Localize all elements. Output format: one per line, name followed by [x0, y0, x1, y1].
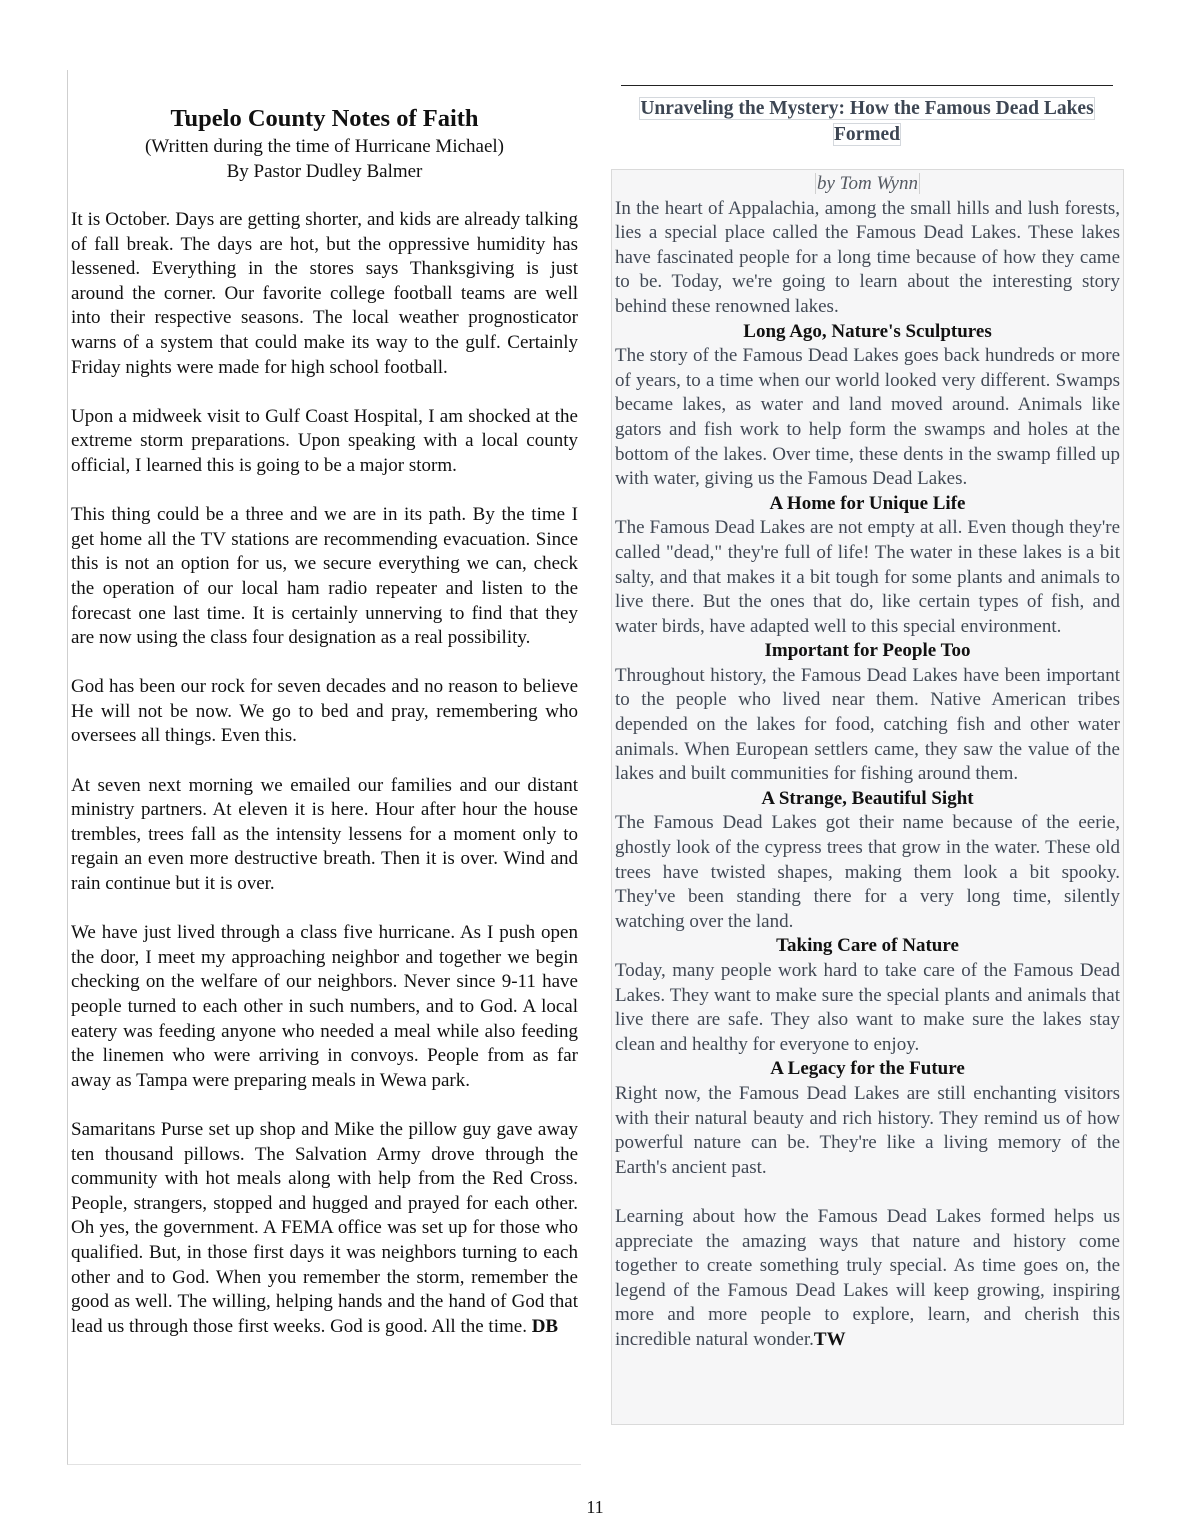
- left-article-subtitle: (Written during the time of Hurricane Michael): [144, 136, 505, 157]
- right-top-rule: [621, 85, 1113, 86]
- left-paragraph-2: Upon a midweek visit to Gulf Coast Hospital, I am shocked at the extreme storm preparations. Upon speaking with a local county official, I learned this is going to be a major storm.: [71, 405, 578, 476]
- right-signature: TW: [813, 1328, 846, 1350]
- left-article-title: Tupelo County Notes of Faith: [170, 105, 479, 132]
- right-section-5: Today, many people work hard to take care of the Famous Dead Lakes. They want to make sure the special plants and animals that live there are safe. They also want to make sure the lakes stay clean and healthy for everyone to enjoy.: [615, 960, 1120, 1055]
- left-paragraph-6: We have just lived through a class five hurricane. As I push open the door, I meet my approaching neighbor and together we begin checking on the welfare of our neighbors. Never since 9-11 have people turned to each other in such numbers, and to God. A local eatery was feeding anyone who needed a meal while also feeding the linemen who were arriving in convoys. People from as far away as Tampa were preparing meals in Wewa park.: [71, 922, 578, 1091]
- right-heading-5: Taking Care of Nature: [776, 935, 959, 957]
- left-article-header: [71, 104, 578, 184]
- left-article-author: By Pastor Dudley Balmer: [226, 161, 423, 182]
- right-section-2: The Famous Dead Lakes are not empty at all. Even though they're called "dead," they're full of life! The water in these lakes is a bit salty, and that makes it a bit tough for some plants and animals to live there. But the ones that do, like certain types of fish, and water birds, have adapted well to this special environment.: [615, 517, 1120, 637]
- right-byline: [615, 172, 1120, 197]
- right-section-6: Right now, the Famous Dead Lakes are still enchanting visitors with their natural beauty and rich history. They remind us of how powerful nature can be. They're like a living memory of the Earth's ancient past.: [615, 1082, 1120, 1178]
- right-heading-3: Important for People Too: [764, 640, 971, 662]
- right-heading-1: Long Ago, Nature's Sculptures: [743, 320, 992, 342]
- left-paragraph-7: [71, 1118, 578, 1339]
- right-article-title-text: Unraveling the Mystery: How the Famous Dead Lakes Formed: [640, 98, 1094, 145]
- right-heading-2: A Home for Unique Life: [769, 492, 966, 514]
- left-paragraph-5: At seven next morning we emailed our families and our distant ministry partners. At eleven it is here. Hour after hour the house trembles, trees fall as the intensity lessens for a moment only to regain an even more destructive breath. Then it is over. Wind and rain continue but it is over.: [71, 774, 578, 895]
- left-paragraph-3: This thing could be a three and we are in its path. By the time I get home all the TV stations are recommending evacuation. Since this is not an option for us, we secure everything we can, check the operation of our local ham radio repeater and listen to the forecast one last time. It is certainly unnerving to find that they are now using the class four designation as a real possibility.: [71, 504, 578, 649]
- page-number: 11: [586, 1497, 604, 1517]
- right-closing: [615, 1205, 1120, 1353]
- right-heading-6: A Legacy for the Future: [770, 1058, 965, 1080]
- right-section-4: The Famous Dead Lakes got their name because of the eerie, ghostly look of the cypress trees that grow in the water. These old trees have twisted shapes, making them look a bit spooky. They've been standing there for a very long time, silently watching over the land.: [615, 812, 1120, 932]
- left-paragraph-1a: It is October. Days are getting shorter, and kids are already talking of fall break. The days are hot, but the oppressive humidity has lessened. Everything in the stores says Thanksgiving is just around the corner. Our favorite college football teams are well into their respective seasons. The local weather prognosticator warns of a system that could make its way to the gulf. Certainly: [71, 209, 578, 353]
- right-article-title: [616, 96, 1118, 148]
- right-article: [611, 169, 1124, 1425]
- right-section-3: Throughout history, the Famous Dead Lakes have been important to the people who lived near them. Native American tribes depended on the lakes for food, catching fish and other water animals. When European settlers came, they saw the value of the lakes and built communities for fishing around them.: [615, 664, 1120, 785]
- left-article: [67, 70, 581, 1465]
- right-heading-4: A Strange, Beautiful Sight: [761, 787, 974, 809]
- left-paragraph-4: God has been our rock for seven decades and no reason to believe He will not be now. We go to bed and pray, remembering who oversees all things. Even this.: [71, 676, 578, 747]
- left-paragraph-1: [71, 208, 578, 380]
- right-intro: In the heart of Appalachia, among the small hills and lush forests, lies a special place called the Famous Dead Lakes. These lakes have fascinated people for a long time because of how they came to be. Today, we're going to learn about the interesting story behind these renowned lakes.: [615, 197, 1120, 317]
- right-byline-text: by Tom Wynn: [817, 173, 918, 194]
- right-spacer: [615, 1180, 1120, 1205]
- right-section-1: The story of the Famous Dead Lakes goes back hundreds or more of years, to a time when our world looked very different. Swamps became lakes, as water and land moved around. Animals like gators and fish work to help form the swamps and holes at the bottom of the lakes. Over time, these dents in the swamp filled up with water, giving us the Famous Dead Lakes.: [615, 345, 1120, 490]
- left-article-body: [71, 208, 578, 1339]
- right-closing-text: Learning about how the Famous Dead Lakes formed helps us appreciate the amazing ways that nature and history come together to create something truly special. As time goes on, the legend of the Famous Dead Lakes will keep growing, inspiring more and more people to explore, learn, and cherish this incredible natural wonder.: [615, 1205, 1120, 1350]
- left-paragraph-7-text: Samaritans Purse set up shop and Mike the pillow guy gave away ten thousand pillows. The Salvation Army drove through the community with hot meals along with help from the Red Cross. People, strangers, stopped and hugged and prayed for each other. Oh yes, the government. A FEMA office was set up for those who qualified. But, in those first days it was neighbors turning to each other and to God. When you remember the storm, remember the good as well. The willing, helping hands and the hand of God that lead us through those first weeks. God is good. All the time.: [71, 1118, 578, 1337]
- left-signature: DB: [531, 1315, 559, 1337]
- left-paragraph-1b: Friday nights were made for high school football.: [71, 356, 448, 378]
